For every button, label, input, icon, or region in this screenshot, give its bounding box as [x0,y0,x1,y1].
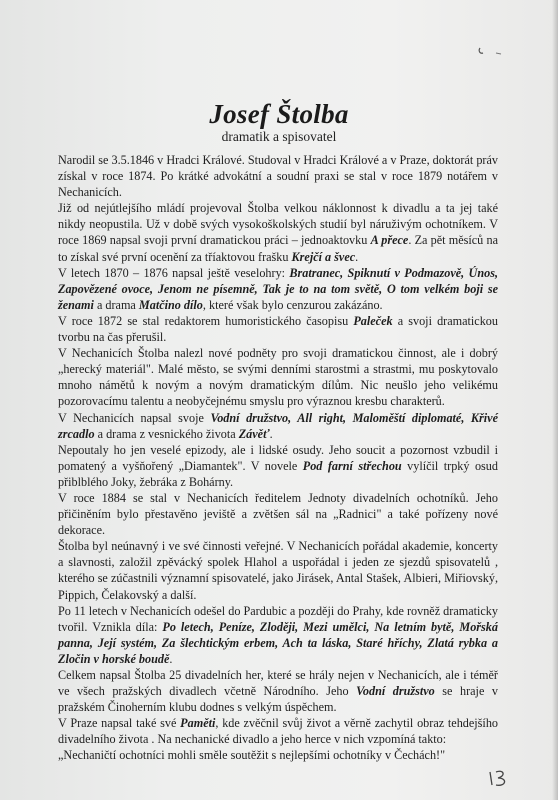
paragraph-text: Narodil se 3.5.1846 v Hradci Králové. Studoval v Hradci Králové a v Praze, doktorát práv získal v roce 1874. Po krátké advokátní a soudní praxi se stal v roce 1879 notářem v Nechanicích. [58,153,498,200]
work-title: Vodní družstvo [356,684,435,699]
paragraph-text: . [169,651,173,666]
paragraph-text: Nepoutaly ho jen veselé epizody, ale i lidské osudy. Jeho soucit a pozornost vzbudil i pomatený a vyšňořený „Diamantek". V novele [58,442,498,473]
paragraph-text: V letech 1870 – 1876 napsal ještě veselohry: [58,265,290,280]
paragraph-text: vylíčil trpký osud přiblblého Joky, žebráka z Bohárny. [58,458,498,489]
paragraph-text: Již od nejútlejšího mládí projevoval Štolba velkou náklonnost k divadlu a ta jej také nikdy neopustila. Už v době svých vysokoškolských studií byl náruživým ochotníkem. V roce 1869 napsal svoji první dramatickou práci – jednoaktovku [58,201,498,248]
work-title: Bratranec, Spiknutí v Podmazově, Únos, Zapovězené ovoce, Jenom ne písemně, Tak je to na tom světě, O tom velkém boji se ženami [58,265,498,312]
body-paragraph [58,152,498,200]
document-subtitle: dramatik a spisovatel [221,129,337,144]
paragraph-text: . Za pět měsíců na to získal své první ocenění za tříaktovou frašku [58,233,498,264]
paragraph-text: V roce 1872 se stal redaktorem humoristického časopisu [58,313,354,328]
work-title: Vodní družstvo, All right, Maloměští diplomaté, Křivé zrcadlo [58,410,498,441]
paragraph-text: V roce 1884 se stal v Nechanicích ředitelem Jednoty divadelních ochotníků. Jeho přičiněním bylo přestavěno jeviště a zvětšen sál na „Radnici" a také pořízeny nové dekorace. [58,490,498,538]
paragraph-text: Štolba byl neúnavný i ve své činnosti veřejné. V Nechanicích pořádal akademie, koncerty a slavnosti, založil zpěvácký spolek Hlahol a uspořádal i jeden ze sjezdů spisovatelů , kterého se zúčastnili významní spisovatelé, jako Jirásek, Antal Stašek, Albieri, Miřiovský, Pippich, Čelakovský a další. [58,539,498,602]
body-paragraph [58,410,498,442]
paragraph-text: V Nechanicích napsal svoje [58,410,211,425]
body-paragraph [58,345,498,409]
paragraph-text: , které však bylo cenzurou zakázáno. [202,297,383,312]
body-paragraph [58,603,498,667]
pencil-mark-icon [474,44,504,58]
paragraph-text: „Nechaničtí ochotníci mohli směle soutěžit s nejlepšími ochotníky v Čechách!" [58,748,446,763]
body-paragraph [58,200,498,264]
paragraph-text: Po 11 letech v Nechanicích odešel do Pardubic a později do Prahy, kde rovněž dramaticky tvořil. Vznikla díla: [58,603,498,634]
paragraph-text: se hraje v pražském Činoherním klubu dodnes s velkým úspěchem. [58,684,498,715]
work-title: Závěť [238,426,270,441]
document-body [58,152,498,764]
work-title: Po letech, Peníze, Zloději, Mezi umělci, Na letním bytě, Mořská panna, Její systém, Za šlechtickým erbem, Ach ta láska, Staré hříchy, Zlatá rybka a Zločin v horské boudě [58,619,498,666]
paragraph-text: V Praze napsal také své [58,716,181,731]
work-title: Pod farní střechou [302,458,402,473]
work-title: Paleček [353,313,393,328]
work-title: Matčino dílo [138,297,203,312]
paragraph-text: . [269,426,273,441]
document-header [0,100,558,145]
body-paragraph [58,715,498,747]
body-paragraph [58,490,498,538]
paragraph-text: Celkem napsal Štolba 25 divadelních her, které se hrály nejen v Nechanicích, ale i téměř ve všech pražských divadlech včetně Národního. Jeho [58,668,498,699]
work-title: A přece [370,233,409,248]
body-paragraph [58,265,498,313]
body-paragraph [58,442,498,490]
body-paragraph [58,538,498,602]
paragraph-text: a drama z vesnického života [94,426,239,441]
body-paragraph [58,313,498,345]
body-paragraph [58,747,498,763]
paragraph-text: . [355,249,359,264]
document-title: Josef Štolba [209,99,349,129]
handwritten-page-number-icon [484,766,518,788]
paragraph-text: , kde zvěčnil svůj život a věrně zachytil obraz tehdejšího divadelního života . Na nechanické divadlo a jeho herce v nich vzpomíná takto: [58,716,499,747]
work-title: Paměti [180,716,216,731]
paragraph-text: V Nechanicích Štolba nalezl nové podněty pro svoji dramatickou činnost, ale i dobrý „herecký materiál". Malé město, se svými denními starostmi a strastmi, mu poskytovalo mnoho námětů k novým a novým dramatickým dílům. Nic neušlo jeho velikému pozorovacímu talentu a neobyčejnému smyslu pro výraznou kresbu charakterů. [58,346,498,409]
work-title: Krejčí a švec [291,249,356,264]
body-paragraph [58,667,498,715]
paragraph-text: a svoji dramatickou tvorbu na čas přerušil. [58,313,498,345]
paragraph-text: a drama [93,297,139,312]
